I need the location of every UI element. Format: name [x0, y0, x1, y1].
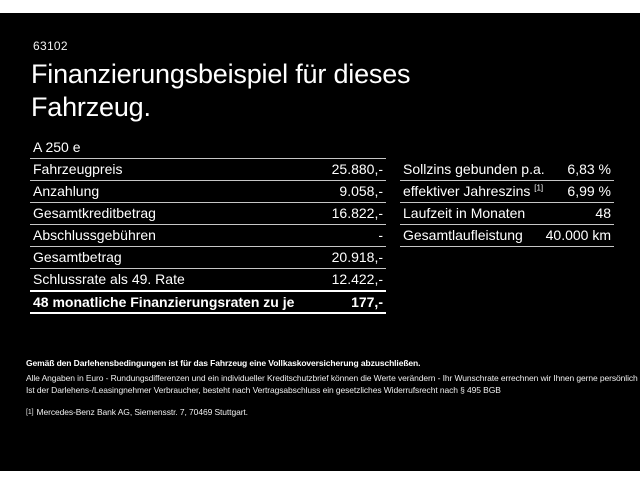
row-label: 48 monatliche Finanzierungsraten zu je: [33, 293, 295, 310]
table-row: [30, 159, 386, 181]
row-label: Laufzeit in Monaten: [403, 205, 526, 221]
row-label: Anzahlung: [33, 183, 100, 199]
row-value: 20.918,-: [331, 249, 383, 265]
footnote-insurance: Gemäß den Darlehensbedingungen ist für das Fahrzeug eine Vollkaskoversicherung abzuschließen.: [26, 358, 421, 368]
row-value: 25.880,-: [331, 161, 383, 177]
row-label: Schlussrate als 49. Rate: [33, 271, 185, 287]
finance-tables: [30, 137, 614, 314]
page-title-line2: Fahrzeug.: [31, 92, 151, 122]
finance-slide: [0, 13, 640, 471]
table-row: [400, 203, 614, 225]
table-row: [30, 203, 386, 225]
finance-table-right: [400, 137, 614, 314]
row-label: Fahrzeugpreis: [33, 161, 123, 177]
row-value: 48: [595, 205, 611, 221]
row-label: Sollzins gebunden p.a.: [403, 161, 545, 177]
finance-table-right-rows: [400, 159, 614, 247]
row-label: Gesamtlaufleistung: [403, 227, 523, 243]
table-row: [400, 225, 614, 247]
table-row: [400, 181, 614, 203]
footnote-bank-text: Mercedes-Benz Bank AG, Siemensstr. 7, 70469 Stuttgart.: [36, 406, 248, 417]
row-value: 6,99 %: [567, 183, 611, 199]
right-table-spacer: [400, 137, 614, 159]
finance-table-left: [30, 137, 386, 314]
row-label: effektiver Jahreszins [1]: [403, 183, 544, 199]
footnote-ref-marker: [1]: [534, 183, 544, 193]
model-name: A 250 e: [30, 137, 386, 159]
row-label: Abschlussgebühren: [33, 227, 156, 243]
footnote-disclaimer-2: Ist der Darlehens-/Leasingnehmer Verbraucher, besteht nach Vertragsabschluss ein gesetzliches Widerrufsrecht nach § 495 BGB: [26, 385, 501, 395]
table-row: [30, 269, 386, 291]
footnote-disclaimer-1: Alle Angaben in Euro - Rundungsdifferenzen und ein individueller Kreditschutzbrief können die Werte verändern - Ihr Wunschrate errechnen wir Ihnen gerne persönlich: [26, 372, 638, 383]
row-value: 6,83 %: [567, 161, 611, 177]
table-row: [30, 225, 386, 247]
footnotes: [26, 357, 638, 419]
row-label: Gesamtbetrag: [33, 249, 122, 265]
row-value: 12.422,-: [331, 271, 383, 287]
table-row: [30, 290, 386, 314]
row-value: 9.058,-: [339, 183, 383, 199]
table-row: [400, 159, 614, 181]
row-value: 16.822,-: [331, 205, 383, 221]
row-value: -: [378, 227, 383, 243]
page-title-line1: Finanzierungsbeispiel für dieses: [31, 59, 411, 89]
table-row: [30, 247, 386, 269]
finance-table-left-rows: [30, 159, 386, 314]
row-value: 177,-: [351, 293, 383, 310]
page-title: [31, 58, 410, 124]
row-label: Gesamtkreditbetrag: [33, 205, 156, 221]
footnote-bank-source: [26, 406, 626, 420]
offer-code: 63102: [33, 39, 68, 53]
row-value: 40.000 km: [545, 227, 611, 243]
table-row: [30, 181, 386, 203]
footnote-ref-marker: [1]: [26, 408, 34, 416]
